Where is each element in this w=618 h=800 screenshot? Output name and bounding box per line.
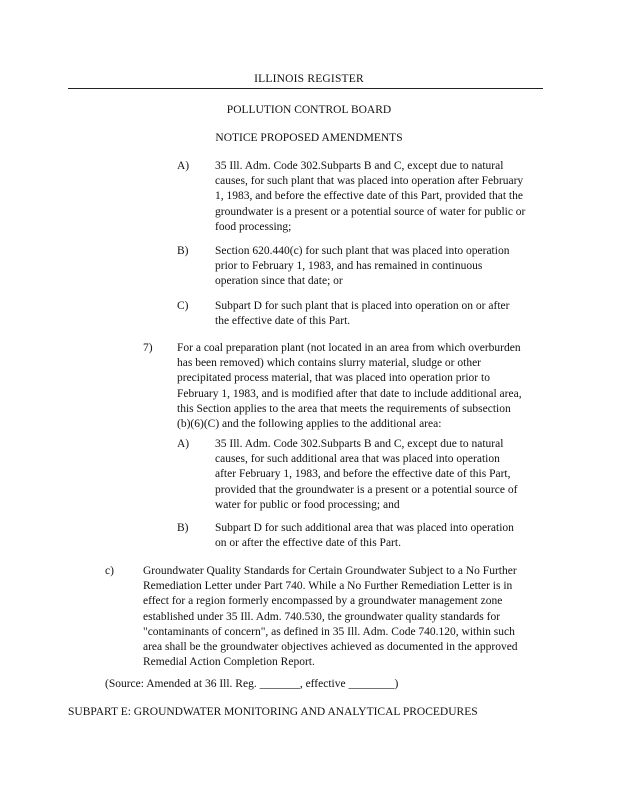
item-7-line: precipitated process material, that was placed into operation prior to [177,372,490,385]
item-a1-line: 1, 1983, and before the effective date of this Part, provided that the [215,190,523,203]
item-c-line: area shall be the groundwater objectives achieved as documented in the approved [143,641,518,654]
item-a2-line: causes, for such additional area that was placed into operation [215,453,500,466]
item-a1-text [215,159,525,235]
item-a1-line: groundwater is a present or a potential source of water for public or [215,205,526,218]
item-c-text [143,564,518,670]
item-b1-line: prior to February 1, 1983, and has remained in continuous [215,260,483,273]
item-a1-line: 35 Ill. Adm. Code 302.Subparts B and C, except due to natural [215,160,504,172]
item-7-text [177,341,522,432]
item-a2-text [215,437,517,513]
item-b1-label: B) [177,245,189,257]
item-b2-text [215,521,514,551]
item-c-line: Remediation Letter under Part 740. While a No Further Remediation Letter is in [143,580,513,593]
item-a1-line: causes, for such plant that was placed into operation after February [215,175,524,188]
item-a2-line: water for public or food processing; and [215,498,400,511]
item-7-line: For a coal preparation plant (not located in an area from which overburden [177,342,521,354]
item-c-line: established under 35 Ill. Adm. 740.530, the groundwater quality standards for [143,610,501,623]
item-a2-line: after February 1, 1983, and before the effective date of this Part, [215,468,511,481]
item-c-line: effect for a region formerly encompassed by a groundwater management zone [143,595,503,608]
item-c1-label: C) [177,300,189,312]
subpart-heading: SUBPART E: GROUNDWATER MONITORING AND ANALYTICAL PROCEDURES [68,706,478,718]
item-c1-text [215,299,509,329]
notice-title: NOTICE PROPOSED AMENDMENTS [215,132,403,144]
item-b1-line: operation since that date; or [215,275,343,288]
item-a2-line: 35 Ill. Adm. Code 302.Subparts B and C, except due to natural [215,438,504,450]
item-a1-line: food processing; [215,220,292,233]
board-name: POLLUTION CONTROL BOARD [226,104,392,116]
item-b2-label: B) [177,522,189,534]
item-b1-text [215,244,509,290]
item-c-line: Remedial Action Completion Report. [143,656,315,669]
item-c1-line: Subpart D for such plant that is placed into operation on or after [215,300,510,312]
item-7-label: 7) [143,342,153,354]
item-7-line: this Section applies to the area that meets the requirements of subsection [177,402,511,415]
item-b1-line: Section 620.440(c) for such plant that was placed into operation [215,245,510,257]
item-a2-line: provided that the groundwater is a present or a potential source of [215,483,518,496]
item-b2-line: Subpart D for such additional area that was placed into operation [215,522,514,534]
item-c-label: c) [105,565,114,577]
source-note: (Source: Amended at 36 Ill. Reg. _______, effective ________) [105,678,399,690]
header-rule [68,88,543,89]
item-7-line: February 1, 1983, and is modified after that date to include additional area, [177,387,522,400]
item-a1-label: A) [177,160,190,172]
item-c-line: Groundwater Quality Standards for Certain Groundwater Subject to a No Further [143,565,517,577]
item-7-line: has been removed) which contains slurry material, sludge or other [177,357,482,370]
register-title: ILLINOIS REGISTER [254,73,364,85]
item-c1-line: the effective date of this Part. [215,315,351,328]
item-7-line: (b)(6)(C) and the following applies to the additional area: [177,418,442,431]
item-c-line: "contaminants of concern", as defined in 35 Ill. Adm. Code 740.120, within such [143,625,515,638]
item-b2-line: on or after the effective date of this Part. [215,537,401,550]
item-a2-label: A) [177,438,190,450]
